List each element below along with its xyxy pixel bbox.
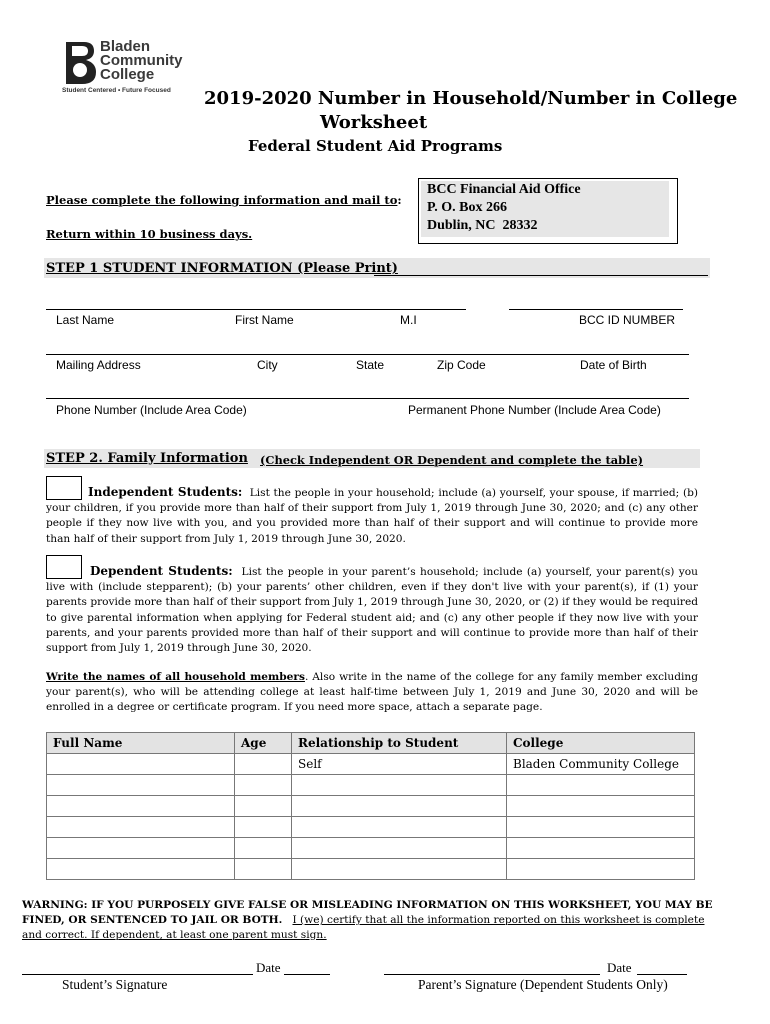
table-row xyxy=(47,754,695,775)
title-line2: Worksheet xyxy=(320,112,428,133)
cell-college[interactable] xyxy=(507,796,695,817)
cell-college[interactable] xyxy=(507,859,695,880)
col-relationship: Relationship to Student xyxy=(292,733,507,754)
logo-tagline: Student Centered • Future Focused xyxy=(62,87,171,94)
address-line2: P. O. Box 266 xyxy=(427,200,507,215)
cell-relationship[interactable] xyxy=(292,859,507,880)
mi-label: M.I xyxy=(400,313,417,327)
cell-full-name[interactable] xyxy=(47,859,235,880)
return-deadline: Return within 10 business days. xyxy=(46,227,253,241)
cell-college[interactable] xyxy=(507,817,695,838)
table-row xyxy=(47,796,695,817)
step2-heading: STEP 2. Family Information xyxy=(46,451,248,466)
cell-full-name[interactable] xyxy=(47,775,235,796)
cell-full-name[interactable] xyxy=(47,838,235,859)
city-label: City xyxy=(257,358,278,372)
student-signature-line[interactable] xyxy=(22,974,253,975)
logo-line2: Community xyxy=(100,52,183,69)
cell-full-name[interactable] xyxy=(47,796,235,817)
logo-line1: Bladen xyxy=(100,38,151,55)
dob-label: Date of Birth xyxy=(580,358,647,372)
cell-relationship[interactable] xyxy=(292,775,507,796)
cell-college[interactable]: Bladen Community College xyxy=(507,754,695,775)
date-label-2: Date xyxy=(607,960,632,975)
bcc-id-input-line[interactable] xyxy=(509,309,683,310)
page-subtitle: Federal Student Aid Programs xyxy=(248,137,503,155)
cell-relationship[interactable] xyxy=(292,796,507,817)
col-college: College xyxy=(507,733,695,754)
address-input-line[interactable] xyxy=(46,354,689,355)
mailing-address-label: Mailing Address xyxy=(56,358,141,372)
cell-relationship[interactable]: Self xyxy=(292,754,507,775)
step2-instruction: (Check Independent OR Dependent and complete the table) xyxy=(260,453,644,467)
address-line1: BCC Financial Aid Office xyxy=(427,182,581,197)
cell-age[interactable] xyxy=(235,838,292,859)
table-row xyxy=(47,775,695,796)
student-date-line[interactable] xyxy=(284,974,330,975)
college-logo xyxy=(60,38,195,98)
address-box xyxy=(418,178,678,244)
phone-input-line[interactable] xyxy=(46,398,689,399)
cell-relationship[interactable] xyxy=(292,838,507,859)
parent-signature-line[interactable] xyxy=(384,974,600,975)
student-signature-label: Student’s Signature xyxy=(62,977,168,992)
parent-signature-label: Parent’s Signature (Dependent Students Only) xyxy=(418,977,668,992)
cell-full-name[interactable] xyxy=(47,817,235,838)
phone-label: Phone Number (Include Area Code) xyxy=(56,403,247,417)
address-line3: Dublin, NC 28332 xyxy=(427,218,538,233)
cell-age[interactable] xyxy=(235,796,292,817)
last-name-label: Last Name xyxy=(56,313,115,327)
cell-age[interactable] xyxy=(235,859,292,880)
step1-heading: STEP 1 STUDENT INFORMATION (Please Print) xyxy=(46,261,398,276)
independent-paragraph: Independent Students: List the people in your household; include (a) yourself, your spouse, if married; (b) your children, if you provide more than half of their support from July 1, 2019 through June 30, 2020; and (c) any other people if they now live with you, and you provided more than half of their support and will continue to provide more than half of their support from July 1, 2019 through June 30, 2020. xyxy=(46,485,698,545)
col-full-name: Full Name xyxy=(47,733,235,754)
name-input-line[interactable] xyxy=(46,309,466,310)
cell-college[interactable] xyxy=(507,775,695,796)
bcc-id-label: BCC ID NUMBER xyxy=(579,313,676,327)
date-label-1: Date xyxy=(256,960,281,975)
table-header-row xyxy=(47,733,695,754)
mail-instruction: Please complete the following information and mail to: xyxy=(46,193,402,207)
cell-age[interactable] xyxy=(235,754,292,775)
household-instructions: Write the names of all household members. Also write in the name of the college for any family member excluding your parent(s), who will be attending college at least half-time between July 1, 2019 and June 30, 2020 and will be enrolled in a degree or certificate program. If you need more space, attach a separate page. xyxy=(46,671,698,714)
household-table xyxy=(46,732,695,880)
table-row xyxy=(47,838,695,859)
col-age: Age xyxy=(235,733,292,754)
cell-full-name[interactable] xyxy=(47,754,235,775)
table-row xyxy=(47,859,695,880)
cell-relationship[interactable] xyxy=(292,817,507,838)
cell-college[interactable] xyxy=(507,838,695,859)
state-label: State xyxy=(356,358,385,372)
first-name-label: First Name xyxy=(235,313,294,327)
logo-line3: College xyxy=(100,66,155,83)
dependent-paragraph: Dependent Students: List the people in your parent’s household; include (a) yourself, your parent(s) you live with (include stepparent); (b) your parents’ other children, even if they don't live with your parent(s), if (1) your parents provide more than half of their support from July 1, 2019 through June 30, 2020, or (2) if they would be required to give parental information when applying for Federal student aid; and (c) any other people if they now live with your parents, and your parents provided more than half of their support and will continue to provide more than half of their support from July 1, 2019 through June 30, 2020. xyxy=(46,564,698,655)
permanent-phone-label: Permanent Phone Number (Include Area Code) xyxy=(408,403,661,417)
warning-text: WARNING: IF YOU PURPOSELY GIVE FALSE OR MISLEADING INFORMATION ON THIS WORKSHEET, YOU MAY BE FINED, OR SENTENCED TO JAIL OR BOTH. I (we) certify that all the information reported on this worksheet is complete and correct. If dependent, at least one parent must sign. xyxy=(22,899,713,941)
parent-date-line[interactable] xyxy=(637,974,687,975)
zip-label: Zip Code xyxy=(437,358,486,372)
cell-age[interactable] xyxy=(235,817,292,838)
title-line1: 2019-2020 Number in Household/Number in College xyxy=(204,88,738,109)
table-row xyxy=(47,817,695,838)
cell-age[interactable] xyxy=(235,775,292,796)
bcc-logo-icon xyxy=(62,40,98,86)
